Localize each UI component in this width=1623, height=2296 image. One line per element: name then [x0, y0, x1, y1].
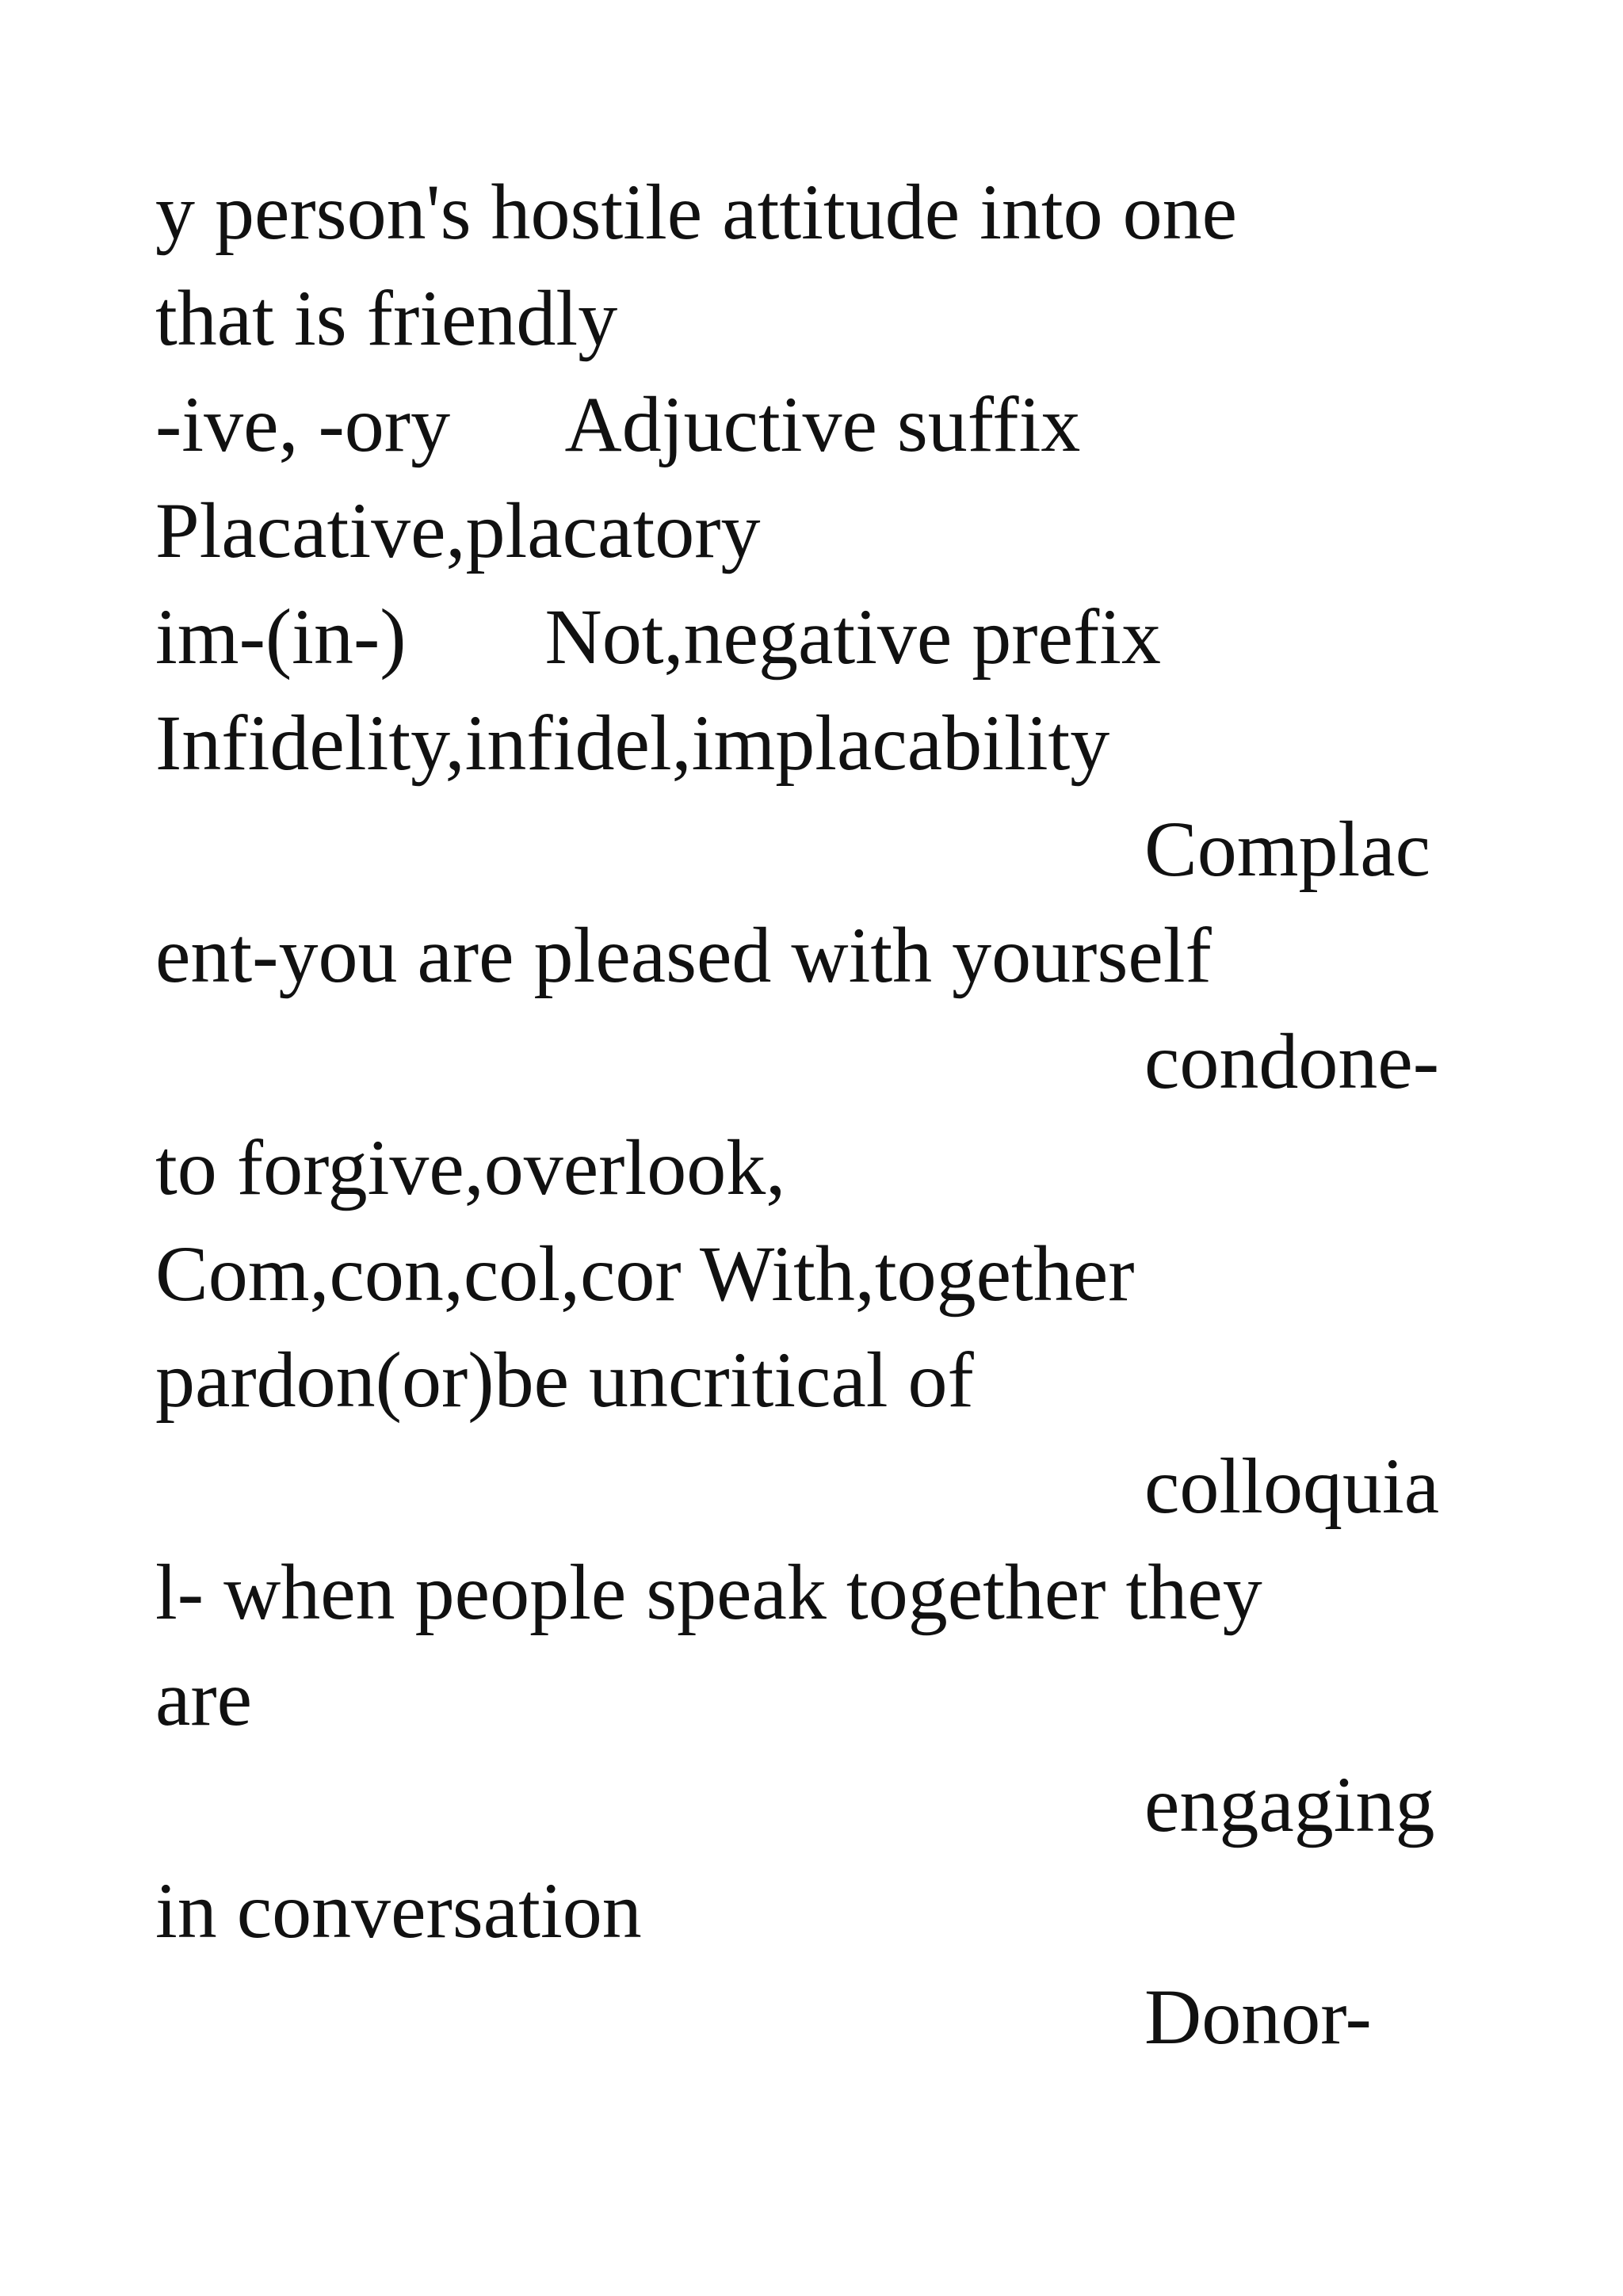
- text-line: pardon(or)be uncritical of: [155, 1336, 974, 1424]
- text-line: engaging: [1144, 1760, 1435, 1848]
- text-line: to forgive,overlook,: [155, 1123, 786, 1211]
- text-line: im-(in-) Not,negative prefix: [155, 593, 1162, 681]
- text-line: colloquia: [1144, 1442, 1440, 1530]
- text-line: are: [155, 1654, 253, 1742]
- text-line: -ive, -ory Adjuctive suffix: [155, 380, 1081, 468]
- text-line: Placative,placatory: [155, 486, 761, 574]
- text-line: condone-: [1144, 1017, 1440, 1105]
- text-line: Donor-: [1144, 1973, 1372, 2061]
- text-line: Complac: [1144, 805, 1431, 893]
- text-line: that is friendly: [155, 274, 618, 362]
- text-line: l- when people speak together they: [155, 1548, 1262, 1636]
- text-line: Com,con,col,cor With,together: [155, 1230, 1135, 1318]
- text-line: y person's hostile attitude into one: [155, 168, 1238, 256]
- text-line: in conversation: [155, 1867, 642, 1955]
- text-line: Infidelity,infidel,implacability: [155, 699, 1110, 787]
- text-line: ent-you are pleased with yourself: [155, 911, 1212, 999]
